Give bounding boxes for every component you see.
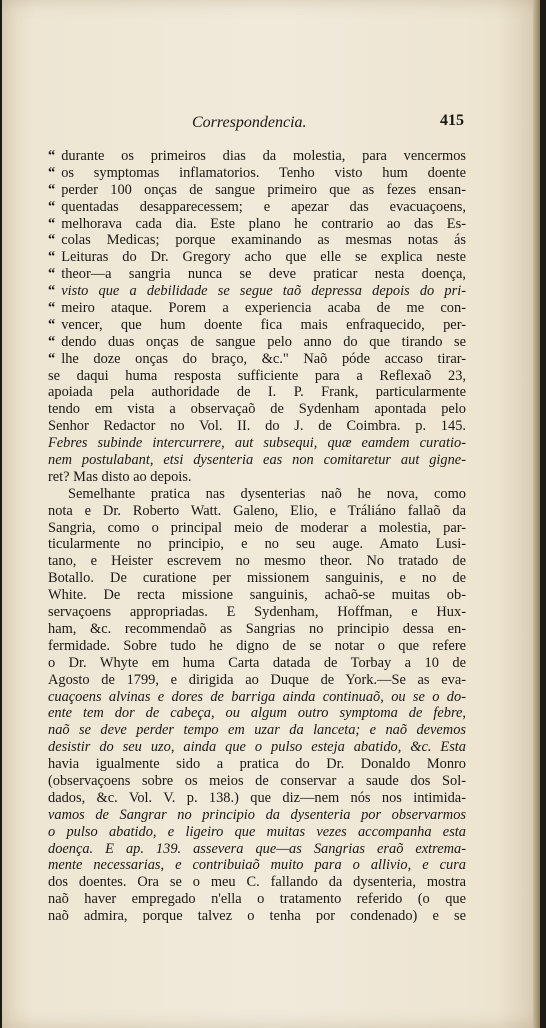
quotation-mark: “ [48, 283, 56, 300]
quotation-mark: “ [48, 316, 56, 333]
book-page [2, 0, 540, 1028]
text-line: Sangria, como o principal meio de moderar a molestia, par- [48, 519, 466, 536]
text-line: tano, e Heister escrevem no mesmo theor. No tratado de [48, 553, 466, 570]
text-line: “ dendo duas onças de sangue pelo anno do que tirando se [48, 333, 466, 350]
page-edge-shadow [533, 0, 540, 1028]
text-line: White. De recta missione sanguinis, achaõ-se muitas ob- [48, 587, 466, 604]
text-line: “ melhorava cada dia. Este plano he contrario ao das Es- [48, 215, 466, 232]
text-line: “ colas Medicas; porque examinando as mesmas notas ás [48, 232, 466, 249]
text-line: servaçoens appropriadas. E Sydenham, Hoffman, e Hux- [48, 604, 466, 621]
page-header [46, 112, 464, 136]
latin-quote-line: Febres subinde intercurrere, aut subsequi, quæ eamdem curatio- [48, 435, 466, 452]
quotation-mark: “ [48, 232, 56, 249]
text-line: dos doentes. Ora se o meu C. fallando da dysenteria, mostra [48, 874, 466, 891]
quotation-mark: “ [48, 198, 56, 215]
text-line: “ vencer, que hum doente fica mais enfraquecido, per- [48, 316, 466, 333]
text-line: tendo em vista a observaçaõ de Sydenham apontada pelo [48, 401, 466, 418]
text-line: naõ haver empregado n'ella o tratamento referido (o que [48, 891, 466, 908]
text-line: (observaçoens sobre os meios de conservar a saude dos Sol- [48, 772, 466, 789]
quotation-mark: “ [48, 249, 56, 266]
text-line: “ meiro ataque. Porem a experiencia acaba de me con- [48, 300, 466, 317]
text-line: Agosto de 1799, e dirigida ao Duque de York.—Se as eva- [48, 671, 466, 688]
page-number: 415 [440, 112, 464, 129]
text-line: fermidade. Sobre tudo he digno de se notar o que refere [48, 637, 466, 654]
text-line-italic: desistir do seu uzo, ainda que o pulso esteja abatido, &c. Esta [48, 739, 466, 756]
text-line: Senhor Redactor no Vol. II. do J. de Coimbra. p. 145. [48, 418, 466, 435]
text-line-italic: “ visto que a debilidade se segue taõ depressa depois do pri- [48, 283, 466, 300]
quotation-mark: “ [48, 181, 56, 198]
text-line-italic: mente necessarias, e contribuiaõ muito para o allivio, e cura [48, 857, 466, 874]
text-line-italic: cuaçoens alvinas e dores de barriga ainda continuaõ, ou se o do- [48, 688, 466, 705]
text-line: o Dr. Whyte em huma Carta datada de Torbay a 10 de [48, 654, 466, 671]
quotation-mark: “ [48, 148, 56, 164]
text-line: “ quentadas desapparecessem; e apezar das evacuaçoens, [48, 198, 466, 215]
running-title: Correspondencia. [192, 114, 307, 131]
text-line-italic: ente tem dor de cabeça, ou algum outro symptoma de febre, [48, 705, 466, 722]
quotation-mark: “ [48, 164, 56, 181]
text-line: naõ admira, porque talvez o tenha por condenado) e se [48, 908, 466, 925]
latin-quote-line: nem postulabant, etsi dysenteria eas non comitaretur aut gigne- [48, 452, 466, 469]
quotation-mark: “ [48, 300, 56, 317]
text-line: “ theor—a sangria nunca se deve praticar nesta doença, [48, 266, 466, 283]
text-line: ham, &c. recommendaõ as Sangrias no principio dessa en- [48, 620, 466, 637]
text-line: “ Leituras do Dr. Gregory acho que elle se explica neste [48, 249, 466, 266]
paragraph [48, 148, 466, 486]
text-line-italic: doença. E ap. 139. assevera que—as Sangrias eraõ extrema- [48, 840, 466, 857]
text-line: se daqui huma resposta sufficiente para a Reflexaõ 23, [48, 367, 466, 384]
body-text [48, 148, 466, 925]
text-line: “ perder 100 onças de sangue primeiro que as fezes ensan- [48, 181, 466, 198]
paragraph [48, 486, 466, 925]
quotation-mark: “ [48, 350, 56, 367]
text-line: “ lhe doze onças do braço, &c." Naõ póde accaso tirar- [48, 350, 466, 367]
text-line-italic: vamos de Sangrar no principio da dysenteria por observarmos [48, 806, 466, 823]
text-line-italic: naõ se deve perder tempo em uzar da lanceta; e naõ devemos [48, 722, 466, 739]
text-line: nota e Dr. Roberto Watt. Galeno, Elio, e Tráliáno fallaõ da [48, 502, 466, 519]
text-line: Botallo. De curatione per missionem sanguinis, e no de [48, 570, 466, 587]
quotation-mark: “ [48, 266, 56, 283]
text-line: dados, &c. Vol. V. p. 138.) que diz—nem nós nos intimida- [48, 789, 466, 806]
text-line: havia igualmente sido a pratica do Dr. Donaldo Monro [48, 756, 466, 773]
text-line: ret? Mas disto ao depois. [48, 468, 192, 485]
text-line: “ os symptomas inflamatorios. Tenho visto hum doente [48, 164, 466, 181]
quotation-mark: “ [48, 333, 56, 350]
quotation-mark: “ [48, 215, 56, 232]
text-line: ticularmente no principio, e no seu auge. Amato Lusi- [48, 536, 466, 553]
text-line: “ durante os primeiros dias da molestia, para vencermos [48, 148, 466, 164]
text-line: apoiada pela authoridade de I. P. Frank, particularmente [48, 384, 466, 401]
text-line: Semelhante pratica nas dysenterias naõ he nova, como [68, 485, 466, 502]
text-line-italic: o pulso abatido, e ligeiro que muitas vezes accompanha esta [48, 823, 466, 840]
